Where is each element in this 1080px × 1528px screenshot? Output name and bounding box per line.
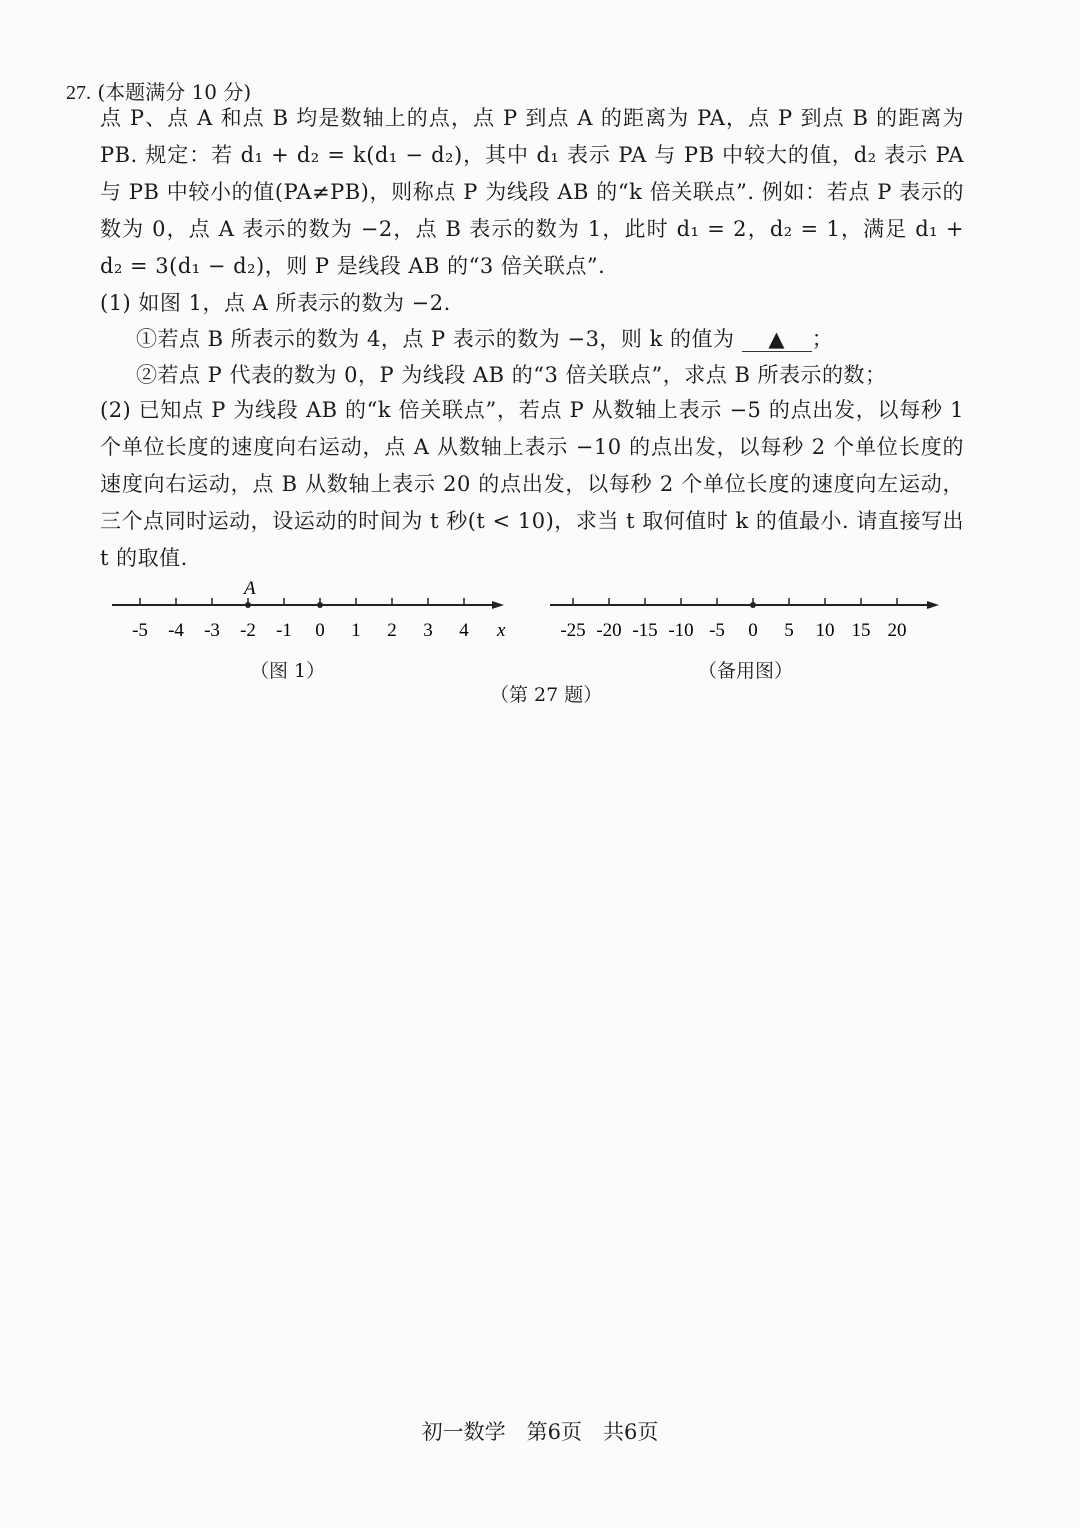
answer-blank[interactable]	[742, 327, 812, 352]
fig2-tick-label: -25	[560, 620, 586, 641]
question-intro: 点 P、点 A 和点 B 均是数轴上的点，点 P 到点 A 的距离为 PA，点 P 到点 B 的距离为 PB. 规定：若 d₁ + d₂ = k(d₁ − d₂)，其中 d₁ 表示 PA 与 PB 中较大的值，d₂ 表示 PA 与 PB 中较小的值(PA≠PB)，则称点 P 为线段 AB 的“k 倍关联点”. 例如：若点 P 表示的数为 0，点 A 表示的数为 −2，点 B 表示的数为 1，此时 d₁ = 2，d₂ = 1，满足 d₁ + d₂ = 3(d₁ − d₂)，则 P 是线段 AB 的“3 倍关联点”.	[100, 106, 964, 278]
fig1-tick-label: 2	[387, 620, 397, 641]
fig2-tick-label: 5	[784, 620, 794, 641]
fig1-point-a-dot	[245, 602, 251, 608]
fig1-point-a-label: A	[244, 578, 256, 599]
fig2-tick-label: -20	[596, 620, 622, 641]
fig2-tick-label: 10	[815, 620, 835, 641]
fig2-tick-label: 20	[887, 620, 907, 641]
fig2-origin-dot	[750, 602, 756, 608]
fig1-tick-label: 1	[351, 620, 361, 641]
fig1-origin-dot	[317, 602, 323, 608]
fig1-tick-label: -3	[204, 620, 220, 641]
fig1-tick-label: -1	[276, 620, 292, 641]
part1-a-text: ①若点 B 所表示的数为 4，点 P 表示的数为 −3，则 k 的值为	[136, 327, 735, 351]
fig1-tick-label: 0	[315, 620, 325, 641]
part1-a	[136, 321, 833, 358]
fig2-tick-label: 15	[851, 620, 871, 641]
fig1-arrow-icon	[492, 601, 504, 609]
score-note: (本题满分 10 分)	[97, 80, 252, 104]
figure2-caption: （备用图）	[698, 660, 794, 682]
figure1-number-line	[100, 570, 520, 650]
fig2-tick-label: -15	[632, 620, 658, 641]
figure1-caption: （图 1）	[250, 660, 326, 682]
question-number: 27.	[66, 82, 91, 104]
fig1-axis-label: x	[497, 620, 506, 641]
fig1-tick-label: 4	[459, 620, 469, 641]
fig2-tick-label: 0	[748, 620, 758, 641]
fig1-tick-label: -4	[168, 620, 184, 641]
fig1-tick-label: -5	[132, 620, 148, 641]
fig2-tick-label: -5	[709, 620, 725, 641]
question-figures-caption: （第 27 题）	[490, 684, 603, 706]
figure2-number-line	[545, 570, 955, 650]
fig2-tick-label: -10	[668, 620, 694, 641]
fig1-tick-label: 3	[423, 620, 433, 641]
blank-triangle-icon: ▲	[768, 327, 786, 351]
page-footer: 初一数学 第6页 共6页	[421, 1420, 659, 1444]
part1-b: ②若点 P 代表的数为 0，P 为线段 AB 的“3 倍关联点”，求点 B 所表示的数；	[136, 363, 887, 387]
fig2-arrow-icon	[927, 601, 939, 609]
part2: (2) 已知点 P 为线段 AB 的“k 倍关联点”，若点 P 从数轴上表示 −5 的点出发，以每秒 1 个单位长度的速度向右运动，点 A 从数轴上表示 −10 的点出发，以每秒 2 个单位长度的速度向右运动，点 B 从数轴上表示 20 的点出发，以每秒 2 个单位长度的速度向左运动，三个点同时运动，设运动的时间为 t 秒(t < 10)，求当 t 取何值时 k 的值最小. 请直接写出 t 的取值.	[100, 398, 964, 570]
part1-stem: (1) 如图 1，点 A 所表示的数为 −2.	[100, 291, 451, 315]
part1-a-end: ；	[811, 327, 834, 351]
fig1-tick-label: -2	[240, 620, 256, 641]
